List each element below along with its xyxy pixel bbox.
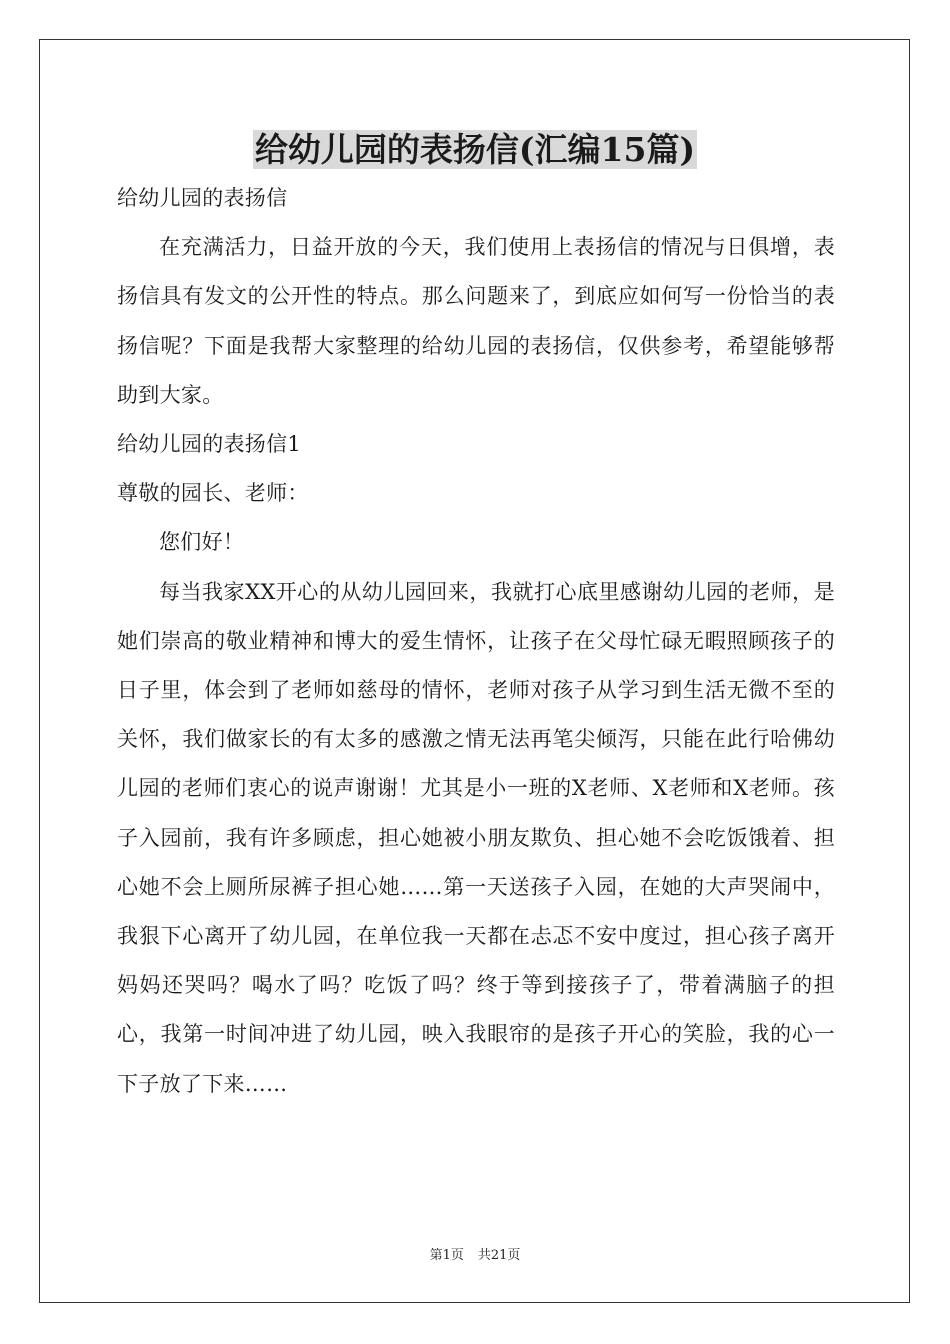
document-title-text: 给幼儿园的表扬信(汇编15篇) (254, 130, 696, 169)
page-footer (0, 1246, 950, 1266)
section-heading: 给幼儿园的表扬信 (117, 186, 288, 210)
document-body (117, 174, 835, 1109)
letter-body-paragraph: 每当我家XX开心的从幼儿园回来，我就打心底里感谢幼儿园的老师，是她们崇高的敬业精神和博大的爱生情怀，让孩子在父母忙碌无暇照顾孩子的日子里，体会到了老师如慈母的情怀，老师对孩子从学习到生活无微不至的关怀，我们做家长的有太多的感激之情无法再笔尖倾泻，只能在此行哈佛幼儿园的老师们衷心的说声谢谢！尤其是小一班的X老师、X老师和X老师。孩子入园前，我有许多顾虑，担心她被小朋友欺负、担心她不会吃饭饿着、担心她不会上厕所尿裤子担心她……第一天送孩子入园，在她的大声哭闹中，我狠下心离开了幼儿园，在单位我一天都在忐忑不安中度过，担心孩子离开妈妈还哭吗？喝水了吗？吃饭了吗？终于等到接孩子了，带着满脑子的担心，我第一时间冲进了幼儿园，映入我眼帘的是孩子开心的笑脸，我的心一下子放了下来…… (117, 579, 835, 1096)
total-page-count: 共21页 (477, 1248, 521, 1263)
greeting: 您们好！ (159, 530, 245, 555)
current-page-number: 第1页 (429, 1248, 464, 1263)
document-title (0, 124, 950, 176)
salutation: 尊敬的园长、老师： (117, 481, 309, 506)
intro-paragraph: 在充满活力，日益开放的今天，我们使用上表扬信的情况与日俱增，表扬信具有发文的公开性的特点。那么问题来了，到底应如何写一份恰当的表扬信呢？下面是我帮大家整理的给幼儿园的表扬信，仅供参考，希望能够帮助到大家。 (117, 235, 835, 407)
letter-heading: 给幼儿园的表扬信1 (117, 432, 302, 457)
